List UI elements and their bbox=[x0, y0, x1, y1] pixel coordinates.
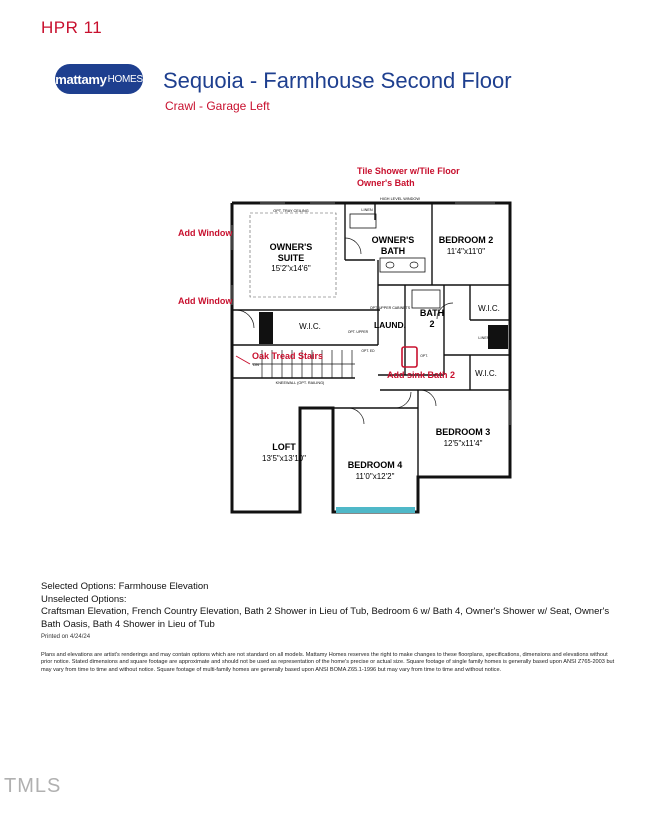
printed-on-date: Printed on 4/24/24 bbox=[41, 634, 91, 641]
owners-suite-label-2: SUITE bbox=[277, 253, 305, 263]
loft-dims: 13'5"x13'10" bbox=[262, 454, 306, 463]
disclaimer: Plans and elevations are artist's renderings and may contain options which are not standard on all models. Mattamy Homes reserves the right to make changes to these floorplans, specifications, dimensions and elevations without prior notice. Stated dimensions and square footage are approximate and should not be used as representation of the home's precise or actual size. Square footage of single family homes is generally based upon ANSI Z765-2003 but may vary from time to time and without notice. Square footage of multi-family homes are generally based upon ANSI BOMA Z65.1-1996 but may vary from time to time and without notice. bbox=[41, 652, 615, 673]
tile-shower-annotation-2: Owner's Bath bbox=[357, 178, 415, 188]
linen-label-right: LINEN bbox=[478, 336, 490, 340]
logo-text-bold: mattamy bbox=[55, 71, 107, 87]
window-bedroom4 bbox=[336, 507, 415, 513]
opt-ed-label: OPT. ED bbox=[361, 349, 375, 353]
add-sink-annotation: Add sink Bath 2 bbox=[387, 370, 456, 380]
owners-bath-label-2: BATH bbox=[380, 246, 406, 256]
owners-suite-dims: 15'2"x14'6" bbox=[271, 264, 311, 273]
sink-fixture bbox=[410, 262, 418, 268]
opt-upper-label: OPT. UPPER bbox=[347, 330, 369, 334]
solid-wall-block bbox=[259, 312, 273, 344]
bedroom4-dims: 11'0"x12'2" bbox=[355, 472, 395, 481]
bathtub-fixture bbox=[412, 290, 440, 308]
bath2-opt-label: OPT. bbox=[420, 354, 428, 358]
owner-wic-label: W.I.C. bbox=[299, 322, 321, 331]
options-section bbox=[41, 581, 611, 644]
shower-fixture bbox=[350, 214, 376, 228]
down-stairs-label: DN bbox=[253, 362, 259, 367]
tmls-watermark: TMLS bbox=[4, 775, 62, 797]
add-window-annotation-1: Add Window bbox=[178, 228, 233, 238]
lot-code: HPR 11 bbox=[41, 18, 103, 37]
bedroom2-label: BEDROOM 2 bbox=[438, 235, 494, 245]
solid-wall-block bbox=[488, 325, 508, 349]
bedroom4-label: BEDROOM 4 bbox=[347, 460, 403, 470]
kneewall-label: KNEEWALL (OPT. RAILING) bbox=[275, 381, 325, 385]
high-level-window-label: HIGH LEVEL WINDOW bbox=[380, 197, 420, 201]
bedroom3-dims: 12'5"x11'4" bbox=[443, 439, 483, 448]
bedroom2-wic-label: W.I.C. bbox=[478, 304, 500, 313]
oak-tread-stairs-annotation: Oak Tread Stairs bbox=[252, 351, 324, 361]
owners-bath-label: OWNER'S bbox=[371, 235, 415, 245]
plan-title: Sequoia - Farmhouse Second Floor bbox=[163, 68, 512, 93]
logo-text-light: HOMES bbox=[107, 73, 143, 85]
unselected-options-list: Craftsman Elevation, French Country Elevation, Bath 2 Shower in Lieu of Tub, Bedroom 6 w/ Bath 4, Owner's Shower w/ Seat, Owner's Bath Oasis, Bath 4 Shower in Lieu of Tub bbox=[41, 606, 610, 630]
sink-fixture bbox=[386, 262, 394, 268]
plan-subtitle: Crawl - Garage Left bbox=[165, 99, 270, 113]
linen-label: LINEN bbox=[361, 208, 373, 212]
owners-suite-label: OWNER'S bbox=[269, 242, 313, 252]
bedroom2-dims: 11'4"x11'0" bbox=[446, 247, 486, 256]
tile-shower-annotation: Tile Shower w/Tile Floor bbox=[357, 166, 460, 176]
laundry-label: LAUND. bbox=[373, 320, 407, 330]
bath2-label: BATH bbox=[419, 308, 445, 318]
add-window-annotation-2: Add Window bbox=[178, 296, 233, 306]
selected-options: Selected Options: Farmhouse Elevation bbox=[41, 581, 209, 592]
tray-ceiling-label: OPT. TRAY CEILING bbox=[273, 209, 309, 213]
unselected-options-label: Unselected Options: bbox=[41, 593, 127, 605]
bedroom3-label: BEDROOM 3 bbox=[435, 427, 491, 437]
annotation-leaders bbox=[236, 356, 250, 364]
add-sink-highlight bbox=[402, 347, 417, 367]
upper-cabinets-label: OPT. UPPER CABINETS bbox=[369, 306, 411, 310]
bath2-label-2: 2 bbox=[429, 319, 435, 329]
loft-label: LOFT bbox=[272, 442, 296, 452]
bedroom3-wic-label: W.I.C. bbox=[475, 369, 497, 378]
